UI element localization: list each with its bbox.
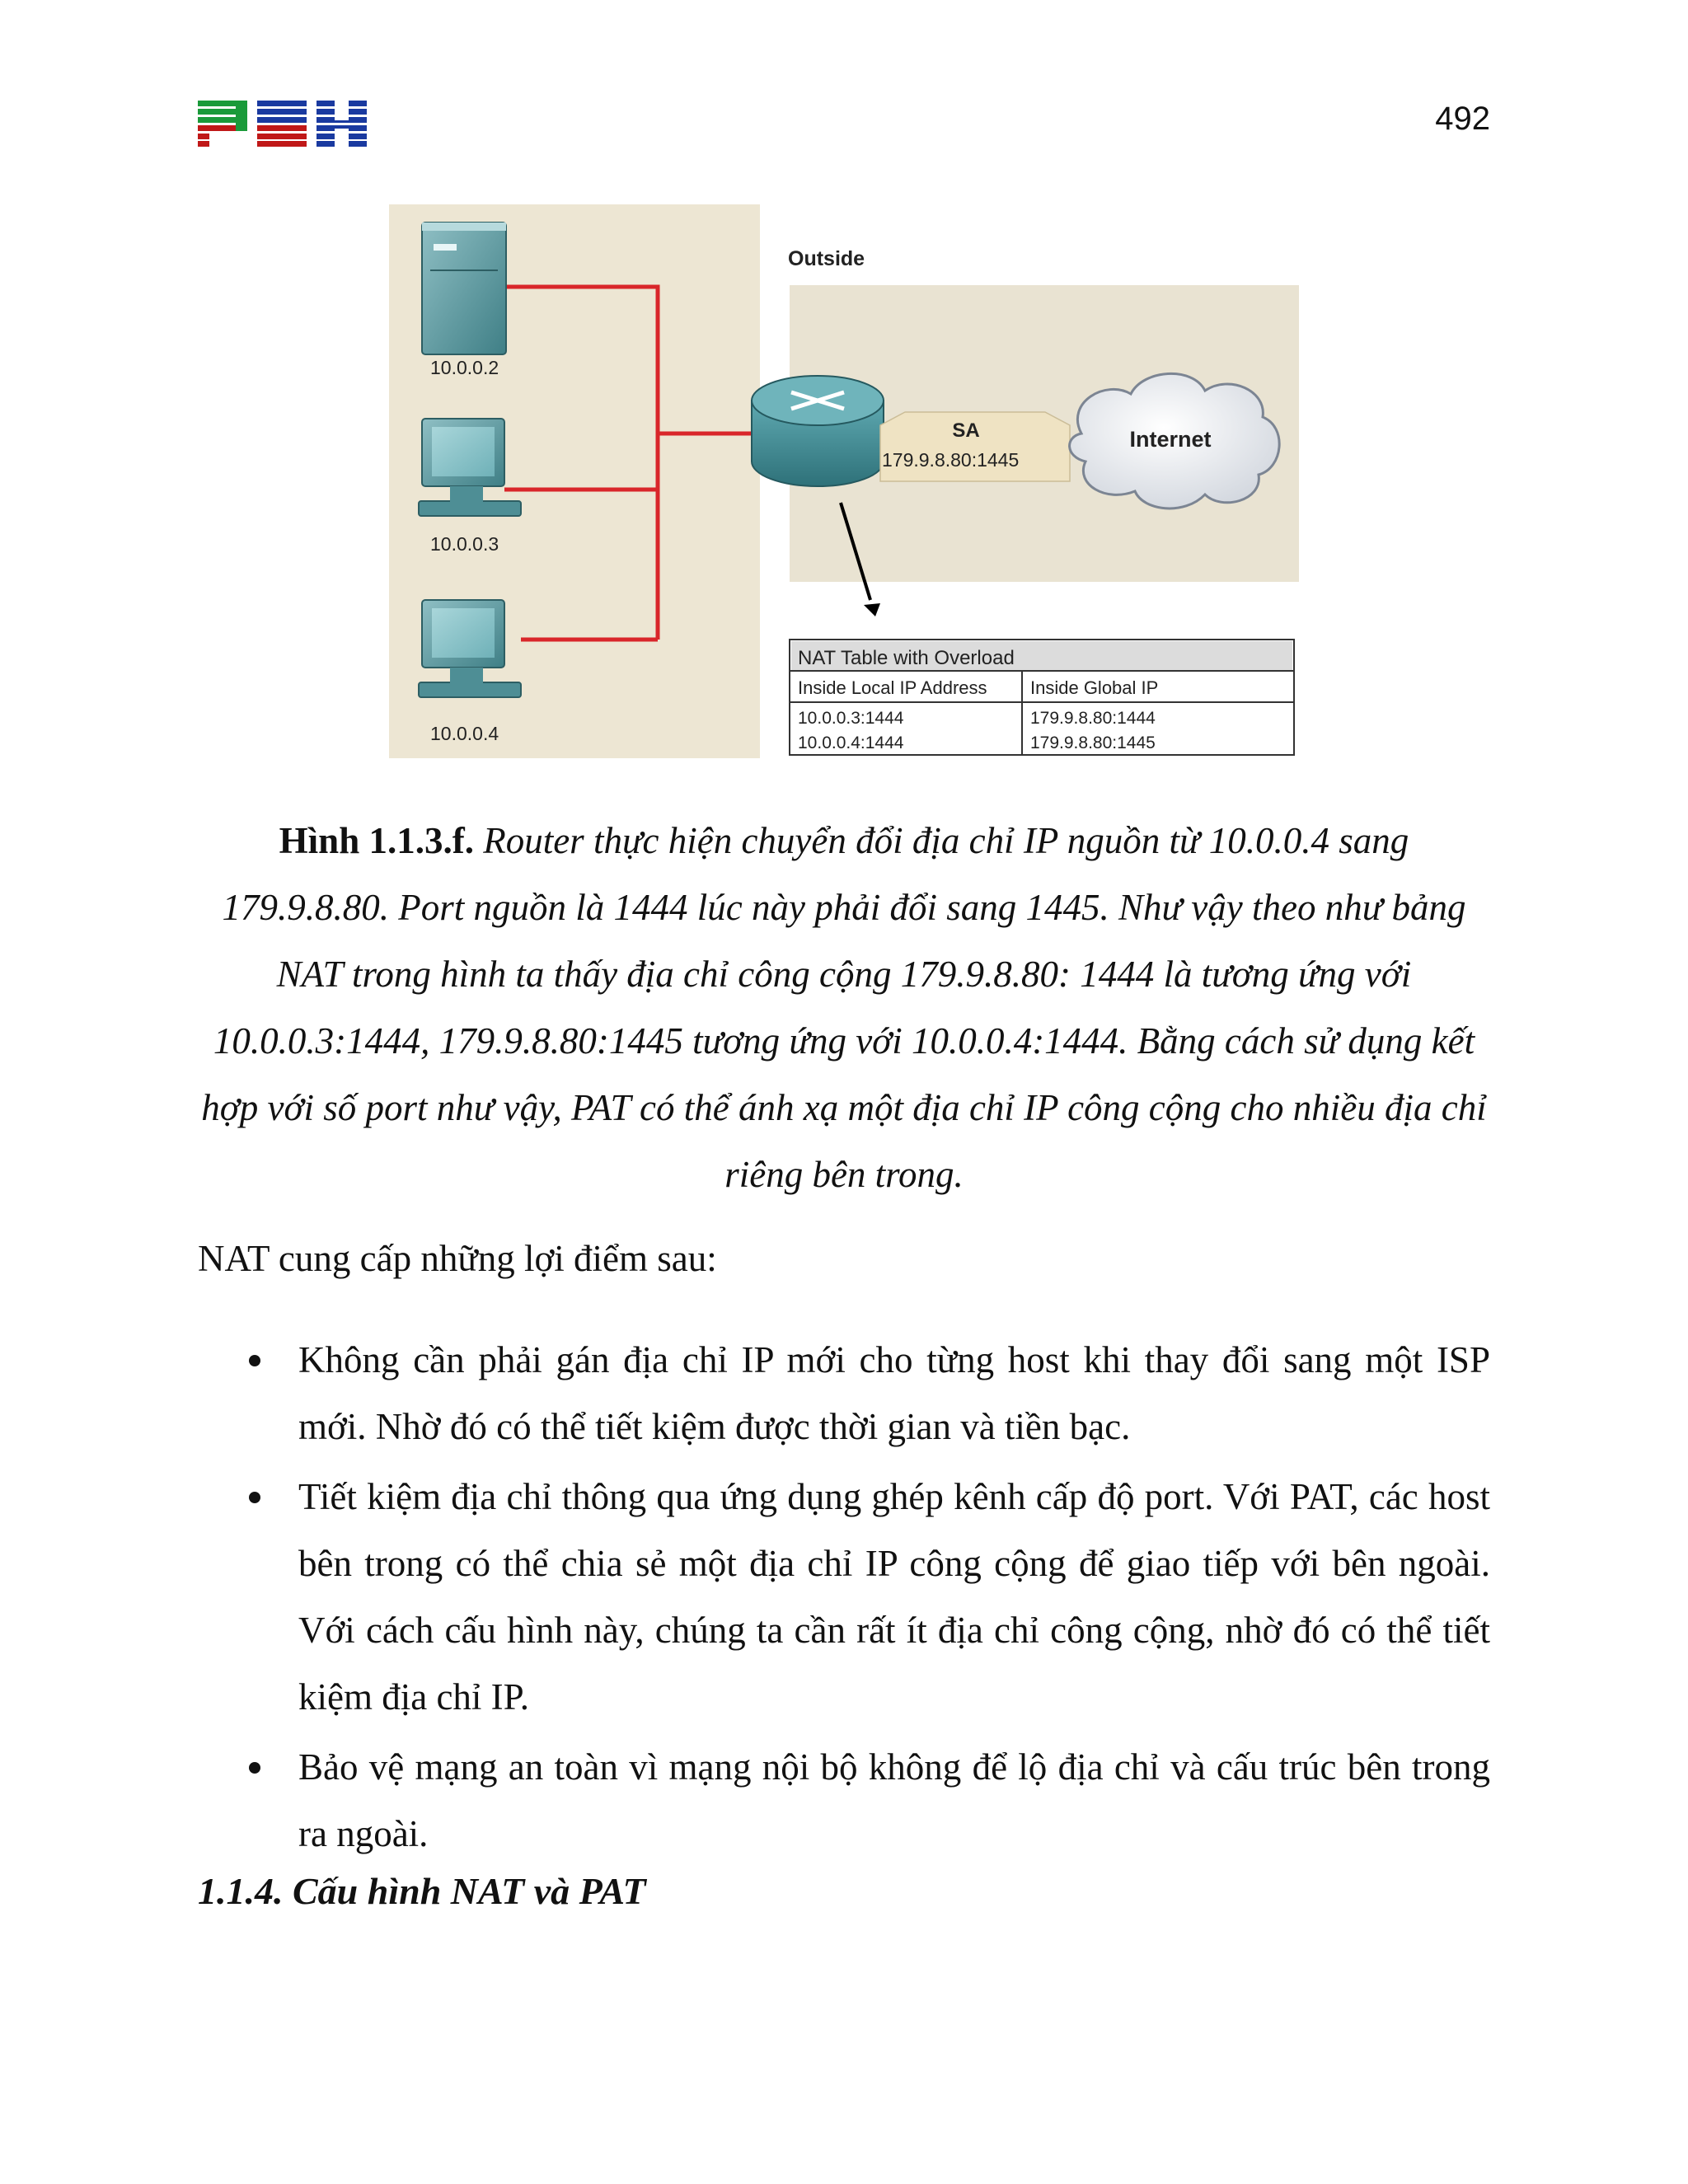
caption-label: Hình 1.1.3.f. [279,820,474,861]
page-number: 492 [1435,101,1490,137]
outside-label: Outside [788,247,865,270]
internet-cloud-icon [1070,373,1280,509]
list-item-text: Tiết kiệm địa chỉ thông qua ứng dụng ghép kênh cấp độ port. Với PAT, các host bên trong có thể chia sẻ một địa chỉ IP công cộng để giao tiếp với bên ngoài. Với cách cấu hình này, chúng ta cần rất ít địa chỉ công cộng, nhờ đó có thể tiết kiệm địa chỉ IP. [298,1476,1490,1718]
bullet-icon [249,1355,260,1366]
list-item [198,1327,1490,1460]
nat-table-cell: 10.0.0.4:1444 [798,733,904,752]
caption-text: Router thực hiện chuyển đổi địa chỉ IP nguồn từ 10.0.0.4 sang 179.9.8.80. Port nguồn là 1444 lúc này phải đổi sang 1445. Như vậy theo như bảng NAT trong hình ta thấy địa chỉ công cộng 179.9.8.80: 1444 là tương ứng với 10.0.0.3:1444, 179.9.8.80:1445 tương ứng với 10.0.0.4:1444. Bằng cách sử dụng kết hợp với số port như vậy, PAT có thể ánh xạ một địa chỉ IP công cộng cho nhiều địa chỉ riêng bên trong. [201,820,1487,1195]
nat-table-cell: 179.9.8.80:1444 [1030,709,1156,728]
sa-value: 179.9.8.80:1445 [882,449,1020,471]
nat-pat-diagram [389,204,1302,758]
sa-packet [880,412,1070,481]
nat-table-header: Inside Global IP [1030,677,1159,698]
list-item [198,1464,1490,1731]
benefits-list [198,1327,1490,1871]
intro-paragraph: NAT cung cấp những lợi điểm sau: [198,1238,717,1279]
bullet-icon [249,1762,260,1774]
nat-table [790,640,1294,755]
sa-label: SA [952,419,980,442]
server-icon [422,223,506,354]
host-ip-label: 10.0.0.2 [430,357,499,378]
host-ip-label: 10.0.0.4 [430,723,499,744]
cloud-label: Internet [1129,427,1212,452]
nat-table-header: Inside Local IP Address [798,677,987,698]
nat-table-cell: 179.9.8.80:1445 [1030,733,1156,752]
nat-table-cell: 10.0.0.3:1444 [798,709,904,728]
section-heading: 1.1.4. Cấu hình NAT và PAT [198,1870,646,1912]
list-item [198,1734,1490,1868]
router-icon [752,376,884,486]
bullet-icon [249,1492,260,1503]
pnh-logo [198,101,367,147]
list-item-text: Không cần phải gán địa chỉ IP mới cho từng host khi thay đổi sang một ISP mới. Nhờ đó có thể tiết kiệm được thời gian và tiền bạc. [298,1339,1490,1447]
list-item-text: Bảo vệ mạng an toàn vì mạng nội bộ không để lộ địa chỉ và cấu trúc bên trong ra ngoài. [298,1746,1490,1854]
nat-table-title: NAT Table with Overload [798,647,1015,669]
figure-caption [198,808,1490,1208]
host-ip-label: 10.0.0.3 [430,533,499,555]
